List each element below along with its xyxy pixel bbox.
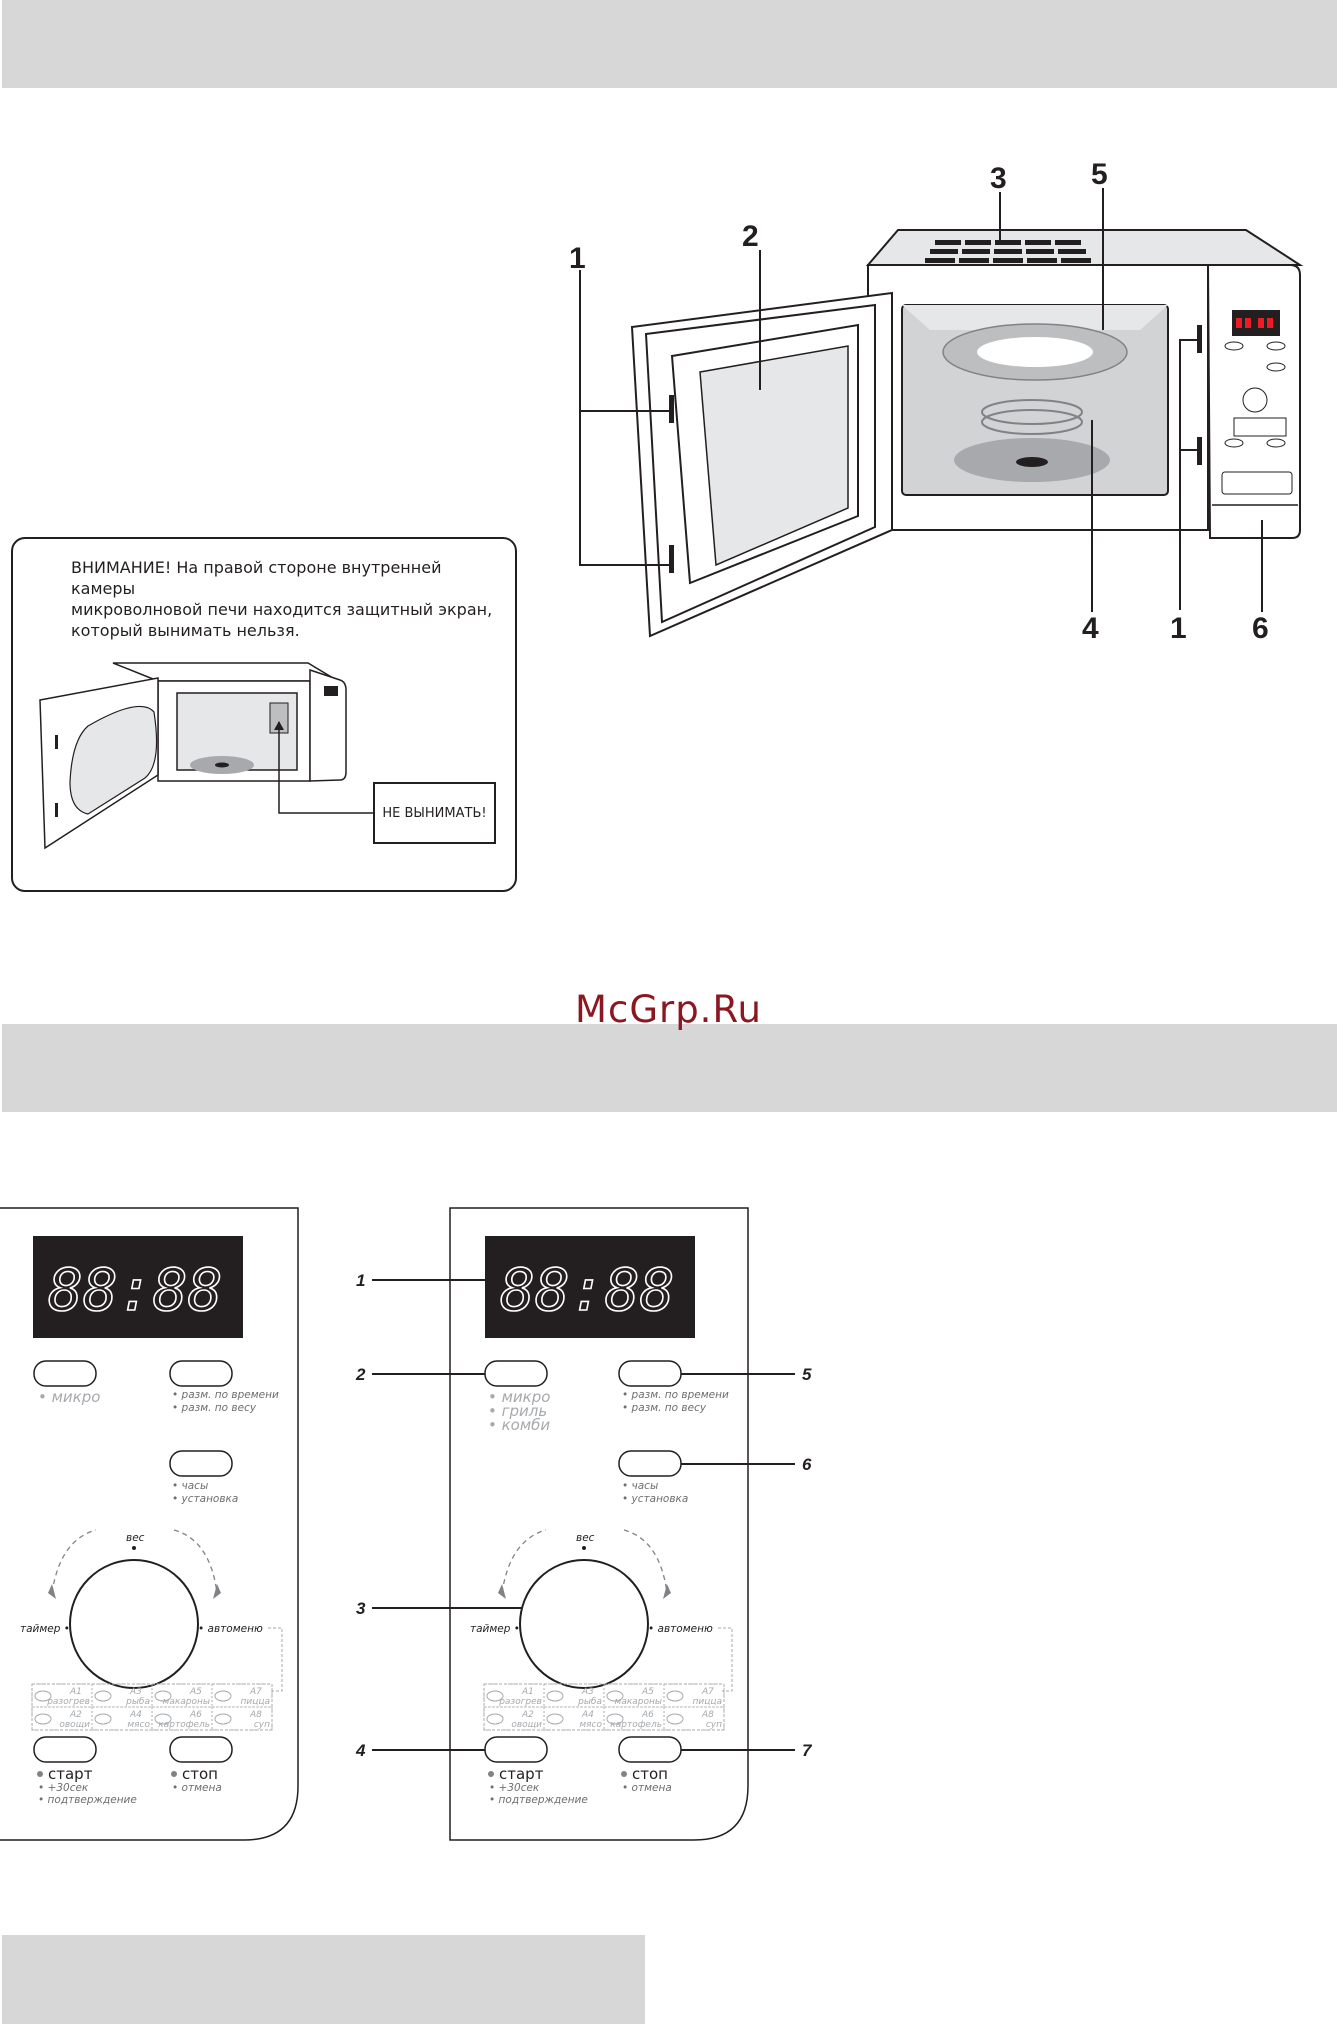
start-sub-label: • +30сек bbox=[38, 1782, 89, 1794]
callout-glass-tray: 5 bbox=[1091, 158, 1108, 191]
stop-label: стоп bbox=[632, 1765, 668, 1783]
program-code: A4 bbox=[130, 1710, 142, 1720]
program-name: рыба bbox=[578, 1697, 602, 1707]
program-name: пицца bbox=[692, 1697, 722, 1707]
callout-door-latch: 1 bbox=[569, 242, 586, 275]
program-code: A3 bbox=[582, 1687, 594, 1697]
start-sub-label: • подтверждение bbox=[489, 1794, 588, 1806]
warning-line: который вынимать нельзя. bbox=[71, 621, 300, 640]
clock-button-left[interactable] bbox=[170, 1451, 232, 1476]
program-name: картофель bbox=[158, 1720, 210, 1730]
start-label: старт bbox=[499, 1765, 544, 1783]
stop-button-right[interactable] bbox=[619, 1737, 681, 1762]
dial-right[interactable] bbox=[520, 1560, 648, 1688]
defrost-weight-label: • разм. по весу bbox=[622, 1402, 707, 1414]
callout-micro-button: 2 bbox=[356, 1365, 366, 1384]
clock-label: • часы bbox=[622, 1480, 659, 1492]
timer-label: таймер • bbox=[470, 1623, 520, 1635]
callout-control-panel: 6 bbox=[1252, 612, 1269, 645]
clock-label: • часы bbox=[172, 1480, 209, 1492]
start-label: старт bbox=[48, 1765, 93, 1783]
program-code: A3 bbox=[130, 1687, 142, 1697]
micro-label: • микро bbox=[488, 1388, 551, 1406]
warning-line: микроволновой печи находится защитный экран, bbox=[71, 600, 493, 619]
program-code: A6 bbox=[190, 1710, 202, 1720]
callout-defrost-button: 5 bbox=[802, 1365, 812, 1384]
program-name: разогрев bbox=[47, 1697, 90, 1707]
start-sub-label: • +30сек bbox=[489, 1782, 540, 1794]
program-name: картофель bbox=[610, 1720, 662, 1730]
callout-clock-button: 6 bbox=[802, 1455, 812, 1474]
program-code: A5 bbox=[642, 1687, 654, 1697]
defrost-time-label: • разм. по времени bbox=[172, 1389, 279, 1401]
automenu-label: • автоменю bbox=[198, 1623, 263, 1635]
start-button-right[interactable] bbox=[485, 1737, 547, 1762]
setup-label: • установка bbox=[172, 1493, 239, 1505]
stop-button-left[interactable] bbox=[170, 1737, 232, 1762]
display-right-digits: 88:88 bbox=[500, 1256, 675, 1324]
callout-display: 1 bbox=[356, 1271, 366, 1290]
program-name: пицца bbox=[240, 1697, 270, 1707]
program-code: A4 bbox=[582, 1710, 594, 1720]
setup-label: • установка bbox=[622, 1493, 689, 1505]
program-name: мясо bbox=[127, 1720, 150, 1730]
automenu-label: • автоменю bbox=[648, 1623, 713, 1635]
watermark: McGrp.Ru bbox=[575, 988, 762, 1031]
warning-line: ВНИМАНИЕ! На правой стороне внутренней камеры bbox=[71, 558, 442, 598]
defrost-time-label: • разм. по времени bbox=[622, 1389, 729, 1401]
program-name: макароны bbox=[614, 1697, 662, 1707]
program-name: разогрев bbox=[499, 1697, 542, 1707]
program-name: суп bbox=[705, 1720, 722, 1730]
program-name: овощи bbox=[59, 1720, 90, 1730]
stop-sub-label: • отмена bbox=[622, 1782, 672, 1794]
program-code: A5 bbox=[190, 1687, 202, 1697]
program-code: A6 bbox=[642, 1710, 654, 1720]
combi-label: • комби bbox=[488, 1416, 551, 1434]
display-left-digits: 88:88 bbox=[48, 1256, 223, 1324]
stop-label: стоп bbox=[182, 1765, 218, 1783]
program-code: A8 bbox=[250, 1710, 262, 1720]
micro-label: • микро bbox=[38, 1388, 101, 1406]
callout-vents: 3 bbox=[990, 162, 1007, 195]
start-button-left[interactable] bbox=[34, 1737, 96, 1762]
weight-label: вес bbox=[126, 1532, 145, 1544]
program-name: макароны bbox=[162, 1697, 210, 1707]
control-panel-right bbox=[355, 1208, 813, 1840]
grill-label: • гриль bbox=[488, 1402, 548, 1420]
callout-start-button: 4 bbox=[356, 1741, 366, 1760]
program-name: овощи bbox=[511, 1720, 542, 1730]
defrost-weight-label: • разм. по весу bbox=[172, 1402, 257, 1414]
program-code: A7 bbox=[702, 1687, 714, 1697]
program-code: A2 bbox=[70, 1710, 82, 1720]
do-not-remove-callout: НЕ ВЫНИМАТЬ! bbox=[373, 782, 496, 844]
micro-button-left[interactable] bbox=[34, 1361, 96, 1386]
program-code: A8 bbox=[702, 1710, 714, 1720]
weight-label: вес bbox=[576, 1532, 595, 1544]
defrost-button-right[interactable] bbox=[619, 1361, 681, 1386]
program-name: мясо bbox=[579, 1720, 602, 1730]
timer-label: таймер • bbox=[20, 1623, 70, 1635]
program-name: рыба bbox=[126, 1697, 150, 1707]
callout-stop-button: 7 bbox=[802, 1741, 812, 1760]
defrost-button-left[interactable] bbox=[170, 1361, 232, 1386]
dial-left[interactable] bbox=[70, 1560, 198, 1688]
program-code: A1 bbox=[522, 1687, 534, 1697]
callout-door-window: 2 bbox=[742, 220, 759, 253]
callout-safety-lock: 1 bbox=[1170, 612, 1187, 645]
micro-button-right[interactable] bbox=[485, 1361, 547, 1386]
control-panel-left bbox=[0, 1208, 298, 1840]
start-sub-label: • подтверждение bbox=[38, 1794, 137, 1806]
program-code: A2 bbox=[522, 1710, 534, 1720]
stop-sub-label: • отмена bbox=[172, 1782, 222, 1794]
program-code: A7 bbox=[250, 1687, 262, 1697]
program-name: суп bbox=[253, 1720, 270, 1730]
program-code: A1 bbox=[70, 1687, 82, 1697]
clock-button-right[interactable] bbox=[619, 1451, 681, 1476]
callout-roller-ring: 4 bbox=[1082, 612, 1099, 645]
callout-dial: 3 bbox=[356, 1599, 366, 1618]
